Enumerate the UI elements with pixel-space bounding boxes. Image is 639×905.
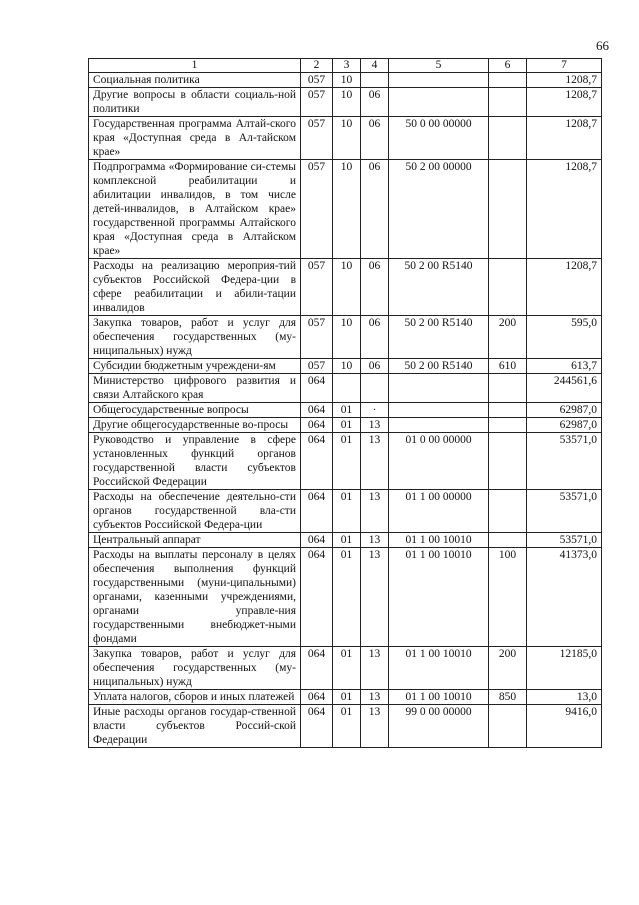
- target-article-cell: [389, 374, 489, 403]
- amount-cell: 53571,0: [527, 533, 602, 548]
- item-name-cell: Подпрограмма «Формирование си-стемы комплексной реабилитации и абилитации инвалидов, в том числе детей-инвалидов, в Алтайском крае» государственной программы Алтайского края «Доступная среда в Алтайском крае»: [89, 160, 301, 259]
- ministry-code-cell: 064: [301, 705, 333, 748]
- amount-cell: 1208,7: [527, 259, 602, 316]
- subsection-cell: 13: [361, 548, 389, 647]
- subsection-cell: 13: [361, 647, 389, 690]
- column-header-4: 4: [361, 59, 389, 73]
- expense-type-cell: [489, 73, 527, 88]
- expense-type-cell: [489, 259, 527, 316]
- expense-type-cell: [489, 705, 527, 748]
- item-name-cell: Руководство и управление в сфере установленных функций органов государственной власти субъектов Российской Федерации: [89, 433, 301, 490]
- expense-type-cell: [489, 418, 527, 433]
- section-cell: [333, 374, 361, 403]
- subsection-cell: 06: [361, 88, 389, 117]
- table-header-row: [89, 59, 602, 73]
- item-name-cell: Закупка товаров, работ и услуг для обеспечения государственных (му-ниципальных) нужд: [89, 647, 301, 690]
- ministry-code-cell: 057: [301, 359, 333, 374]
- section-cell: 01: [333, 418, 361, 433]
- ministry-code-cell: 057: [301, 73, 333, 88]
- ministry-code-cell: 057: [301, 160, 333, 259]
- expense-type-cell: [489, 374, 527, 403]
- table-row: [89, 647, 602, 690]
- table-row: [89, 316, 602, 359]
- expense-type-cell: 610: [489, 359, 527, 374]
- ministry-code-cell: 064: [301, 533, 333, 548]
- section-cell: 01: [333, 403, 361, 418]
- subsection-cell: ·: [361, 403, 389, 418]
- target-article-cell: [389, 403, 489, 418]
- section-cell: 10: [333, 316, 361, 359]
- table-row: [89, 533, 602, 548]
- item-name-cell: Министерство цифрового развития и связи Алтайского края: [89, 374, 301, 403]
- ministry-code-cell: 064: [301, 433, 333, 490]
- amount-cell: 1208,7: [527, 160, 602, 259]
- target-article-cell: [389, 73, 489, 88]
- budget-table: [88, 58, 602, 748]
- section-cell: 10: [333, 117, 361, 160]
- target-article-cell: 01 1 00 10010: [389, 533, 489, 548]
- expense-type-cell: [489, 88, 527, 117]
- expense-type-cell: [489, 403, 527, 418]
- table-row: [89, 88, 602, 117]
- subsection-cell: 13: [361, 533, 389, 548]
- section-cell: 10: [333, 359, 361, 374]
- section-cell: 01: [333, 705, 361, 748]
- table-row: [89, 433, 602, 490]
- table-row: [89, 359, 602, 374]
- amount-cell: 9416,0: [527, 705, 602, 748]
- amount-cell: 62987,0: [527, 403, 602, 418]
- table-row: [89, 490, 602, 533]
- expense-type-cell: [489, 160, 527, 259]
- expense-type-cell: 200: [489, 647, 527, 690]
- target-article-cell: 50 0 00 00000: [389, 117, 489, 160]
- ministry-code-cell: 064: [301, 690, 333, 705]
- column-header-6: 6: [489, 59, 527, 73]
- target-article-cell: 50 2 00 R5140: [389, 359, 489, 374]
- amount-cell: 595,0: [527, 316, 602, 359]
- target-article-cell: 01 1 00 10010: [389, 647, 489, 690]
- item-name-cell: Государственная программа Алтай-ского края «Доступная среда в Ал-тайском крае»: [89, 117, 301, 160]
- subsection-cell: 06: [361, 117, 389, 160]
- ministry-code-cell: 057: [301, 259, 333, 316]
- section-cell: 01: [333, 690, 361, 705]
- item-name-cell: Общегосударственные вопросы: [89, 403, 301, 418]
- table-row: [89, 117, 602, 160]
- item-name-cell: Расходы на выплаты персоналу в целях обеспечения выполнения функций государственными (муни-ципальными) органами, казенными учреждениями, органами управле-ния государственными внебюджет-ными фондами: [89, 548, 301, 647]
- subsection-cell: 13: [361, 433, 389, 490]
- table-row: [89, 73, 602, 88]
- subsection-cell: 13: [361, 490, 389, 533]
- table-row: [89, 160, 602, 259]
- item-name-cell: Иные расходы органов государ-ственной власти субъектов Россий-ской Федерации: [89, 705, 301, 748]
- table-row: [89, 418, 602, 433]
- amount-cell: 41373,0: [527, 548, 602, 647]
- item-name-cell: Другие вопросы в области социаль-ной политики: [89, 88, 301, 117]
- ministry-code-cell: 064: [301, 548, 333, 647]
- amount-cell: 1208,7: [527, 73, 602, 88]
- target-article-cell: 50 2 00 R5140: [389, 259, 489, 316]
- subsection-cell: 13: [361, 705, 389, 748]
- section-cell: 10: [333, 88, 361, 117]
- expense-type-cell: 200: [489, 316, 527, 359]
- expense-type-cell: [489, 433, 527, 490]
- target-article-cell: [389, 88, 489, 117]
- expense-type-cell: [489, 117, 527, 160]
- amount-cell: 1208,7: [527, 88, 602, 117]
- target-article-cell: 50 2 00 R5140: [389, 316, 489, 359]
- item-name-cell: Расходы на реализацию мероприя-тий субъектов Российской Федера-ции в сфере реабилитации и абили-тации инвалидов: [89, 259, 301, 316]
- subsection-cell: 06: [361, 316, 389, 359]
- table-row: [89, 374, 602, 403]
- section-cell: 01: [333, 533, 361, 548]
- column-header-3: 3: [333, 59, 361, 73]
- subsection-cell: 06: [361, 259, 389, 316]
- subsection-cell: [361, 73, 389, 88]
- subsection-cell: 06: [361, 359, 389, 374]
- item-name-cell: Уплата налогов, сборов и иных платежей: [89, 690, 301, 705]
- section-cell: 01: [333, 433, 361, 490]
- amount-cell: 62987,0: [527, 418, 602, 433]
- target-article-cell: 99 0 00 00000: [389, 705, 489, 748]
- target-article-cell: 01 1 00 00000: [389, 490, 489, 533]
- ministry-code-cell: 064: [301, 403, 333, 418]
- ministry-code-cell: 064: [301, 647, 333, 690]
- target-article-cell: 01 1 00 10010: [389, 690, 489, 705]
- target-article-cell: [389, 418, 489, 433]
- ministry-code-cell: 064: [301, 374, 333, 403]
- section-cell: 10: [333, 160, 361, 259]
- amount-cell: 53571,0: [527, 490, 602, 533]
- target-article-cell: 01 1 00 10010: [389, 548, 489, 647]
- expense-type-cell: 100: [489, 548, 527, 647]
- amount-cell: 53571,0: [527, 433, 602, 490]
- column-header-5: 5: [389, 59, 489, 73]
- section-cell: 01: [333, 548, 361, 647]
- table-row: [89, 259, 602, 316]
- target-article-cell: 01 0 00 00000: [389, 433, 489, 490]
- table-body: [89, 73, 602, 748]
- amount-cell: 613,7: [527, 359, 602, 374]
- column-header-1: 1: [89, 59, 301, 73]
- table-row: [89, 403, 602, 418]
- item-name-cell: Закупка товаров, работ и услуг для обеспечения государственных (му-ниципальных) нужд: [89, 316, 301, 359]
- ministry-code-cell: 057: [301, 316, 333, 359]
- subsection-cell: 13: [361, 690, 389, 705]
- item-name-cell: Расходы на обеспечение деятельно-сти органов государственной вла-сти субъектов Российской Федера-ции: [89, 490, 301, 533]
- table-row: [89, 548, 602, 647]
- item-name-cell: Центральный аппарат: [89, 533, 301, 548]
- section-cell: 01: [333, 490, 361, 533]
- table-row: [89, 705, 602, 748]
- ministry-code-cell: 064: [301, 490, 333, 533]
- expense-type-cell: 850: [489, 690, 527, 705]
- page-number: 66: [596, 38, 609, 53]
- subsection-cell: [361, 374, 389, 403]
- column-header-2: 2: [301, 59, 333, 73]
- section-cell: 10: [333, 73, 361, 88]
- amount-cell: 13,0: [527, 690, 602, 705]
- target-article-cell: 50 2 00 00000: [389, 160, 489, 259]
- item-name-cell: Другие общегосударственные во-просы: [89, 418, 301, 433]
- section-cell: 10: [333, 259, 361, 316]
- ministry-code-cell: 064: [301, 418, 333, 433]
- subsection-cell: 06: [361, 160, 389, 259]
- amount-cell: 244561,6: [527, 374, 602, 403]
- amount-cell: 12185,0: [527, 647, 602, 690]
- column-header-7: 7: [527, 59, 602, 73]
- ministry-code-cell: 057: [301, 88, 333, 117]
- expense-type-cell: [489, 533, 527, 548]
- expense-type-cell: [489, 490, 527, 533]
- item-name-cell: Субсидии бюджетным учреждени-ям: [89, 359, 301, 374]
- amount-cell: 1208,7: [527, 117, 602, 160]
- section-cell: 01: [333, 647, 361, 690]
- table-row: [89, 690, 602, 705]
- subsection-cell: 13: [361, 418, 389, 433]
- item-name-cell: Социальная политика: [89, 73, 301, 88]
- ministry-code-cell: 057: [301, 117, 333, 160]
